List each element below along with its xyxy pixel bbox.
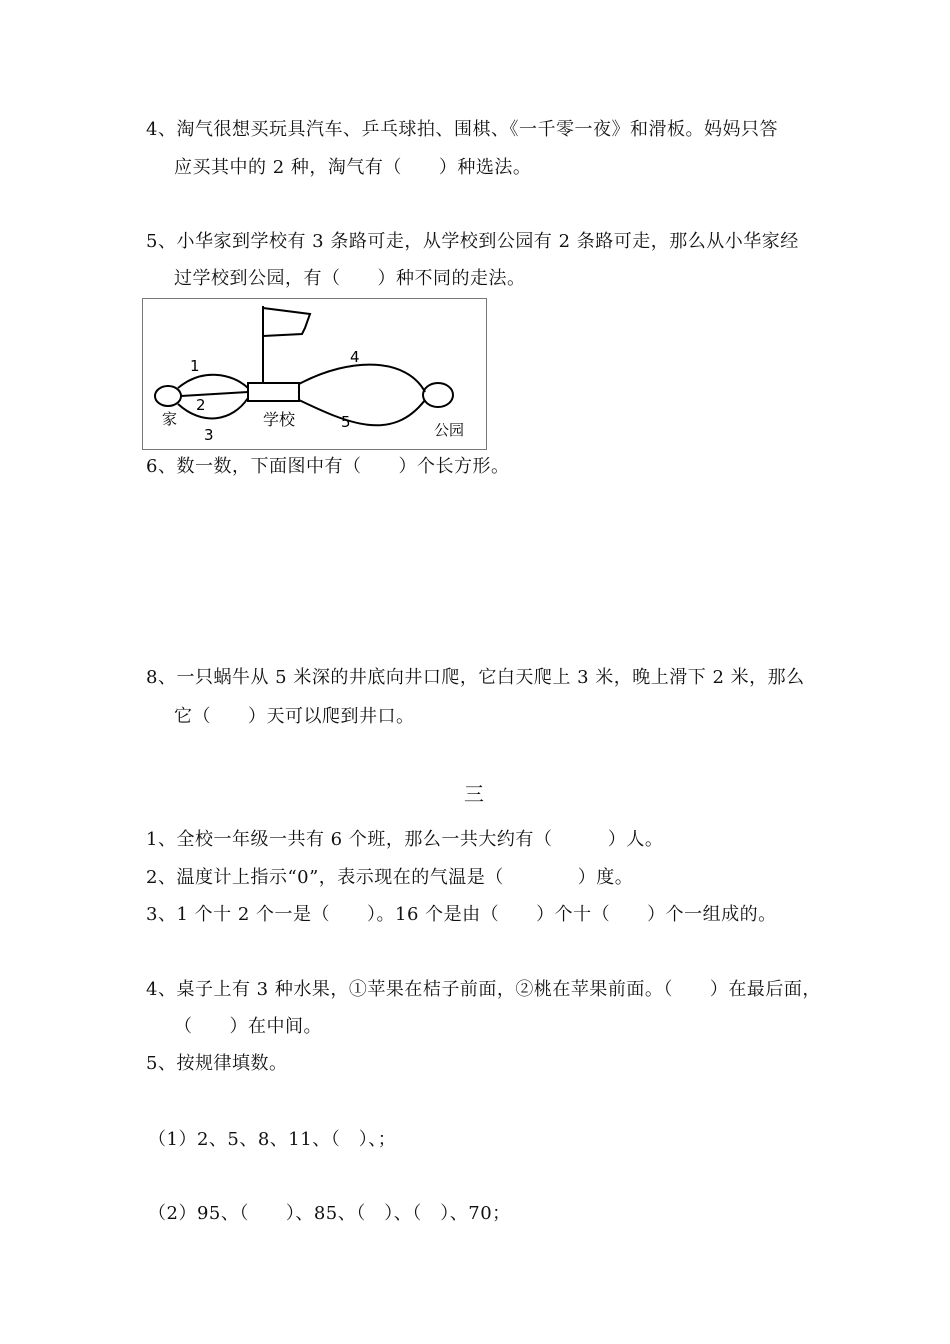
route-label-5: 5 [341,413,351,431]
section-3-question-4-line-2: （ ）在中间。 [174,1016,322,1037]
route-label-4: 4 [350,348,360,366]
section-3-question-1: 1、全校一年级一共有 6 个班，那么一共大约有（ ）人。 [146,829,664,850]
home-node [155,386,181,406]
section-3-question-3: 3、1 个十 2 个一是（ ）。16 个是由（ ）个十（ ）个一组成的。 [146,904,777,925]
route-label-2: 2 [196,396,206,414]
question-4-line-2: 应买其中的 2 种，淘气有（ ）种选法。 [174,157,532,178]
section-3-question-2: 2、温度计上指示“0”，表示现在的气温是（ ）度。 [146,867,634,888]
question-8-line-2: 它（ ）天可以爬到井口。 [174,706,415,727]
park-node [423,383,453,407]
section-3-question-5: 5、按规律填数。 [146,1053,288,1074]
route-map-svg [142,298,487,450]
route-label-1: 1 [190,357,200,375]
sequence-2: （2）95、（ ）、85、（ ）、（ ）、70； [148,1203,511,1224]
school-node [248,383,299,401]
home-label: 家 [162,410,178,428]
question-5-line-1: 5、小华家到学校有 3 条路可走，从学校到公园有 2 条路可走，那么从小华家经 [146,231,799,252]
question-6: 6、数一数，下面图中有（ ）个长方形。 [146,456,510,477]
route-map-figure [142,298,487,450]
sequence-1: （1）2、5、8、11、（ ）、； [148,1129,397,1150]
park-label: 公园 [434,421,465,439]
question-5-line-2: 过学校到公园，有（ ）种不同的走法。 [174,268,526,289]
school-label: 学校 [263,410,296,429]
route-label-3: 3 [204,426,214,444]
section-3-heading: 三 [464,782,484,806]
question-8-line-1: 8、一只蜗牛从 5 米深的井底向井口爬，它白天爬上 3 米，晚上滑下 2 米，那么 [146,667,805,688]
question-4-line-1: 4、淘气很想买玩具汽车、乒乓球拍、围棋、《一千零一夜》和滑板。妈妈只答 [146,119,778,140]
section-3-question-4-line-1: 4、桌子上有 3 种水果，①苹果在桔子前面，②桃在苹果前面。（ ）在最后面， [146,979,821,1000]
